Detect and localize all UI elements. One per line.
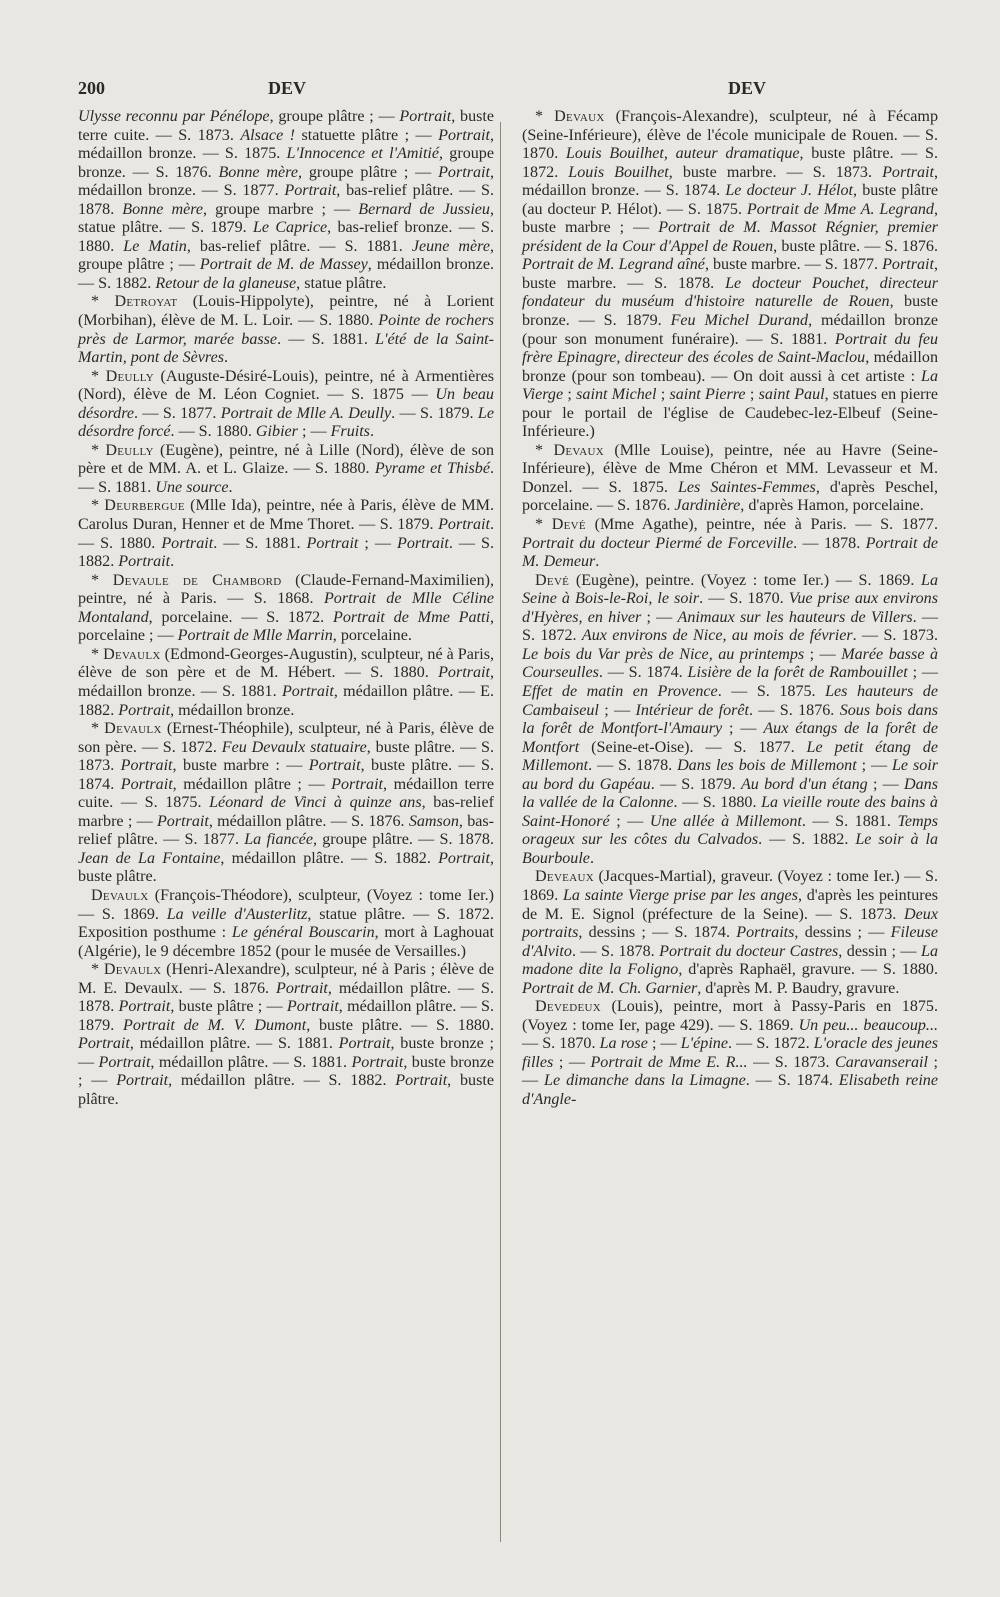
entry-text: , médaillon plâtre. — S. 1882. bbox=[168, 1072, 396, 1090]
work-title: L'oracle des jeunes filles bbox=[522, 1035, 939, 1071]
work-title: Le soir au bord du Gapéau bbox=[522, 757, 938, 793]
column-divider bbox=[500, 122, 501, 1542]
work-title: Portrait de Mlle Marrin bbox=[177, 627, 333, 645]
entry-text: . — S. 1879. bbox=[391, 404, 478, 422]
work-title: Le désordre forcé bbox=[78, 404, 494, 441]
entry-text: , dessin ; — bbox=[838, 942, 921, 960]
work-title: Temps orageux sur les côtes du Calvados bbox=[522, 812, 938, 849]
entry-text: , buste marbre. — S. 1878. bbox=[522, 256, 938, 292]
work-title: Les Saintes-Femmes bbox=[677, 478, 816, 496]
work-title: Portrait bbox=[118, 998, 171, 1016]
work-title: Portrait bbox=[118, 553, 171, 571]
work-title: Portrait bbox=[281, 682, 334, 700]
work-title: Portrait de Mme E. R... bbox=[590, 1053, 748, 1071]
dictionary-entry bbox=[78, 442, 494, 498]
entry-text: ; — bbox=[609, 812, 650, 830]
work-title: Portrait bbox=[276, 979, 328, 997]
page-number: 200 bbox=[78, 78, 105, 98]
work-title: La fiancée bbox=[244, 831, 313, 849]
work-title: La sainte Vierge prise par les anges bbox=[562, 886, 798, 904]
entry-text: , groupe bronze. — S. 1876. bbox=[78, 145, 494, 181]
entry-text: (François-Théodore), sculpteur, (Voyez : tome Ier.) — S. 1869. bbox=[78, 886, 494, 923]
entry-text: , statues en pierre pour le portail de l'église de Caudebec-lez-Elbeuf (Seine-Inférieure.) bbox=[522, 386, 938, 441]
work-title: Louis Bouilhet, auteur dramatique bbox=[565, 145, 800, 163]
entry-text: * bbox=[91, 720, 105, 738]
work-title: Retour de la glaneuse bbox=[155, 274, 297, 292]
entry-text: (Auguste-Désiré-Louis), peintre, né à Armentières (Nord), élève de M. Léon Cogniet. — S. 1875 — bbox=[78, 367, 494, 404]
entry-text: , buste marbre. — S. 1873. bbox=[668, 163, 883, 181]
work-title: Portrait bbox=[399, 108, 452, 125]
work-title: La madone dite la Foligno bbox=[522, 942, 938, 979]
entry-text: . — S. 1880. bbox=[170, 423, 256, 441]
work-title: Portrait bbox=[438, 849, 490, 867]
entry-text: (Edmond-Georges-Augustin), sculpteur, né à Paris, élève de son père et de M. Hébert. — S. 1880. bbox=[78, 645, 494, 682]
entry-text: , buste terre cuite. — S. 1873. bbox=[78, 108, 494, 144]
entry-text: — S. 1873. bbox=[747, 1053, 836, 1071]
work-title: Jardinière bbox=[674, 497, 741, 515]
entry-text: , dessins ; — S. 1874. bbox=[578, 924, 737, 942]
entry-text: , buste marbre : — bbox=[172, 757, 309, 775]
work-title: Portrait de Mlle Céline Montaland bbox=[78, 590, 494, 626]
entry-text: * bbox=[535, 516, 552, 534]
entry-text: (Claude-Fernand-Maximilien), peintre, né à Paris. — S. 1868. bbox=[78, 571, 494, 608]
work-title: Pyrame et Thisbé bbox=[374, 460, 490, 478]
work-title: Pointe de rochers près de Larmor, marée basse bbox=[78, 312, 494, 348]
entry-text: . — S. 1879. bbox=[650, 775, 741, 793]
entry-text: , groupe plâtre ; — bbox=[78, 237, 495, 274]
dictionary-entry bbox=[522, 998, 938, 1109]
entry-text: . — S. 1878. bbox=[588, 757, 678, 775]
entry-text: ; — bbox=[641, 608, 678, 626]
work-title: Portrait bbox=[397, 534, 449, 552]
artist-name: Devaule de Chambord bbox=[112, 571, 282, 589]
entry-text: , bas-relief plâtre. — S. 1881. bbox=[186, 237, 412, 255]
entry-text: (Eugène), peintre. (Voyez : tome Ier.) — S. 1869. bbox=[569, 571, 921, 589]
entry-text: ; — bbox=[598, 701, 636, 719]
work-title: Portrait bbox=[286, 998, 339, 1016]
dictionary-entry bbox=[522, 516, 938, 572]
entry-text: (Henri-Alexandre), sculpteur, né à Paris ; élève de M. E. Devaulx. — S. 1876. bbox=[78, 961, 494, 997]
work-title: Intérieur de forêt bbox=[635, 701, 749, 719]
entry-text: , porcelaine ; — bbox=[78, 608, 494, 645]
entry-text: , buste plâtre ; — bbox=[170, 998, 287, 1016]
work-title: saint Paul bbox=[758, 386, 825, 404]
work-title: Portrait de M. Demeur bbox=[522, 534, 939, 571]
left-column bbox=[78, 108, 494, 1110]
entry-text: * bbox=[91, 497, 105, 515]
work-title: Portrait bbox=[308, 757, 361, 775]
running-header bbox=[0, 78, 1000, 104]
entry-text: , d'après Peschel, porcelaine. — S. 1876. bbox=[522, 478, 938, 515]
work-title: Portrait bbox=[116, 1072, 169, 1090]
entry-text: . — S. 1873. bbox=[852, 627, 939, 645]
entry-text: , buste marbre. — S. 1877. bbox=[704, 256, 883, 274]
artist-name: Detroyat bbox=[114, 293, 178, 311]
work-title: saint Pierre bbox=[669, 386, 746, 404]
artist-name: Devaux bbox=[553, 441, 604, 459]
entry-text: ; — bbox=[867, 775, 905, 793]
work-title: La rose bbox=[599, 1035, 648, 1053]
artist-name: Devaux bbox=[554, 108, 605, 125]
entry-text: . — S. 1881. bbox=[213, 534, 307, 552]
work-title: Portrait de M. V. Dumont bbox=[122, 1016, 307, 1034]
work-title: Portrait bbox=[284, 182, 337, 200]
work-title: Lisière de la forêt de Rambouillet bbox=[687, 664, 908, 682]
work-title: saint Michel bbox=[576, 386, 657, 404]
work-title: Portrait bbox=[306, 534, 359, 552]
artist-name: Devaulx bbox=[104, 720, 162, 738]
entry-text: . — S. 1880. bbox=[78, 516, 494, 552]
work-title: Une source bbox=[155, 478, 229, 496]
work-title: L'épine bbox=[680, 1035, 728, 1053]
entry-text: . bbox=[228, 478, 233, 496]
entry-text: * bbox=[535, 108, 555, 125]
entry-text: , buste plâtre. — S. 1872. bbox=[522, 145, 939, 181]
entry-text: , porcelaine. — S. 1872. bbox=[148, 608, 334, 626]
work-title: Fruits bbox=[330, 423, 370, 441]
work-title: Jeune mère bbox=[411, 237, 490, 255]
entry-text: ; — bbox=[297, 423, 331, 441]
entry-text: — S. 1870. bbox=[522, 1035, 600, 1053]
entry-text: , médaillon bronze. — S. 1874. bbox=[522, 163, 938, 200]
entry-text: . bbox=[595, 553, 600, 571]
work-title: Elisabeth reine d'Angle- bbox=[522, 1072, 938, 1108]
entry-text: . — S. 1876. bbox=[749, 701, 840, 719]
entry-text: , buste plâtre (au docteur P. Hélot). — S. 1875. bbox=[522, 182, 938, 218]
entry-text: , statue plâtre. — S. 1872. Exposition posthume : bbox=[78, 905, 494, 942]
work-title: Un beau désordre bbox=[78, 386, 494, 422]
work-title: Portrait bbox=[98, 1053, 151, 1071]
entry-text: , porcelaine. bbox=[332, 627, 412, 645]
entry-text: (Mlle Ida), peintre, née à Paris, élève de MM. Carolus Duran, Henner et de Mme Thoret. — S. 1879. bbox=[78, 497, 494, 534]
work-title: Le docteur J. Hélot bbox=[725, 182, 854, 200]
entry-text: , dessins ; — bbox=[794, 924, 891, 942]
entry-text: , bas-relief plâtre. — S. 1877. bbox=[78, 812, 494, 849]
work-title: Portrait bbox=[118, 701, 171, 719]
running-head-right: DEV bbox=[728, 78, 767, 98]
work-title: Portrait bbox=[351, 1053, 404, 1071]
entry-text: , médaillon plâtre ; — bbox=[172, 775, 332, 793]
work-title: Portrait bbox=[438, 163, 490, 181]
entry-text: (Eugène), peintre, né à Lille (Nord), élève de son père et de MM. A. et L. Glaize. — S. 1880. bbox=[78, 441, 495, 478]
dictionary-entry bbox=[78, 108, 494, 293]
entry-text: (Jacques-Martial), graveur. (Voyez : tome Ier.) — S. 1869. bbox=[522, 868, 938, 904]
dictionary-entry bbox=[78, 368, 494, 442]
work-title: Sous bois dans la forêt de Montfort-l'Amaury bbox=[522, 701, 939, 738]
artist-name: Deully bbox=[105, 367, 154, 385]
dictionary-entry bbox=[78, 961, 494, 1109]
entry-text: . — S. 1870. bbox=[699, 590, 789, 608]
entry-text: . — S. 1881. bbox=[78, 460, 495, 496]
entry-text: , buste bronze ; — bbox=[78, 1035, 494, 1071]
work-title: Louis Bouilhet bbox=[568, 163, 669, 181]
entry-text: (Louis-Hippolyte), peintre, né à Lorient (Morbihan), élève de M. L. Loir. — S. 1880. bbox=[78, 293, 494, 330]
entry-text: * bbox=[535, 441, 554, 459]
entry-text: . — S. 1875. bbox=[717, 682, 826, 700]
work-title: Gibier bbox=[255, 423, 298, 441]
work-title: Fileuse d'Alvito bbox=[522, 924, 938, 960]
work-title: Vue prise aux environs d'Hyères, en hiver bbox=[522, 590, 938, 626]
entry-text: , buste plâtre. — S. 1874. bbox=[78, 757, 494, 793]
work-title: Dans la vallée de la Calonne bbox=[522, 775, 938, 812]
dictionary-entry bbox=[78, 720, 494, 887]
work-title: Bernard de Jussieu bbox=[358, 200, 490, 218]
work-title: Bonne mère bbox=[122, 200, 204, 218]
work-title: Portrait du docteur Piermé de Forceville bbox=[522, 534, 794, 552]
entry-text: . — S. 1872. bbox=[522, 608, 938, 645]
entry-text: , groupe marbre ; — bbox=[203, 200, 359, 218]
entry-text: , d'après Raphaël, gravure. — S. 1880. bbox=[678, 961, 938, 979]
entry-text: , médaillon plâtre. — S. 1878. bbox=[78, 979, 494, 1016]
entry-text: ; — bbox=[722, 720, 764, 738]
entry-text: ; — bbox=[358, 534, 397, 552]
work-title: Portrait bbox=[882, 256, 934, 274]
work-title: Léonard de Vinci à quinze ans bbox=[209, 794, 422, 812]
work-title: Un peu... beaucoup... bbox=[798, 1016, 938, 1034]
dictionary-entry bbox=[78, 293, 494, 367]
work-title: Portrait de M. Ch. Garnier bbox=[522, 979, 698, 997]
work-title: Portrait bbox=[338, 1035, 391, 1053]
entry-text: . — S. 1874. bbox=[598, 664, 688, 682]
entry-text: , groupe plâtre ; — bbox=[269, 108, 400, 125]
work-title: Caravanserail bbox=[835, 1053, 929, 1071]
entry-text: (Seine-et-Oise). — S. 1877. bbox=[579, 738, 807, 756]
entry-text: , buste bronze ; — bbox=[78, 1053, 494, 1090]
running-head-left: DEV bbox=[268, 78, 307, 98]
entry-text: (François-Alexandre), sculpteur, né à Fécamp (Seine-Inférieure), élève de l'école municipale de Rouen. — S. 1870. bbox=[522, 108, 938, 163]
artist-name: Deully bbox=[105, 441, 154, 459]
work-title: Bonne mère bbox=[218, 163, 298, 181]
entry-text: . bbox=[589, 849, 594, 867]
work-title: Portrait bbox=[438, 126, 490, 144]
artist-name: Devaulx bbox=[91, 886, 149, 904]
work-title: Les hauteurs de Cambaiseul bbox=[522, 682, 938, 719]
work-title: Portrait bbox=[395, 1072, 448, 1090]
entry-text: ; bbox=[563, 386, 577, 404]
entry-text: . — S. 1874. bbox=[745, 1072, 839, 1090]
work-title: Le général Bouscarin bbox=[231, 924, 375, 942]
work-title: Jean de La Fontaine bbox=[78, 849, 221, 867]
work-title: Effet de matin en Provence bbox=[522, 682, 718, 700]
work-title: Portrait bbox=[438, 516, 490, 534]
entry-text: * bbox=[91, 441, 106, 459]
work-title: Portrait bbox=[120, 775, 173, 793]
work-title: Portrait de M. de Massey bbox=[199, 256, 368, 274]
artist-name: Devé bbox=[535, 571, 570, 589]
entry-text: * bbox=[91, 293, 115, 311]
entry-text: , buste plâtre. bbox=[78, 1072, 494, 1108]
dictionary-entry bbox=[78, 497, 494, 571]
entry-text: . bbox=[170, 553, 175, 571]
entry-text: . — S. 1882. bbox=[758, 831, 856, 849]
entry-text: (Mme Agathe), peintre, née à Paris. — S. 1877. bbox=[585, 516, 938, 534]
work-title: Aux environs de Nice, au mois de février bbox=[581, 627, 853, 645]
artist-name: Devaulx bbox=[103, 645, 161, 663]
artist-name: Devaulx bbox=[103, 961, 162, 979]
entry-text: ; — bbox=[647, 1035, 681, 1053]
entry-text: , mort à Laghouat (Algérie), le 9 décembre 1852 (pour le musée de Versailles.) bbox=[78, 924, 494, 960]
entry-text: , médaillon bronze. bbox=[170, 701, 295, 719]
work-title: Portrait de M. Massot Régnier, premier président de la Cour d'Appel de Rouen bbox=[522, 219, 939, 255]
artist-name: Deurbergue bbox=[104, 497, 185, 515]
work-title: Deux portraits bbox=[522, 905, 938, 942]
work-title: Feu Devaulx statuaire bbox=[221, 738, 367, 756]
entry-text: ; bbox=[656, 386, 670, 404]
work-title: Animaux sur les hauteurs de Villers bbox=[677, 608, 913, 626]
entry-text: , d'après les peintures de M. E. Signol (préfecture de la Seine). — S. 1873. bbox=[522, 886, 939, 923]
entry-text: ; — bbox=[856, 757, 892, 775]
entry-text: , médaillon terre cuite. — S. 1875. bbox=[78, 775, 495, 812]
work-title: Portrait du feu frère Epinagre, directeur des écoles de Saint-Maclou bbox=[522, 330, 939, 367]
work-title: Portrait bbox=[78, 1035, 130, 1053]
work-title: Portrait bbox=[438, 664, 490, 682]
dictionary-entry bbox=[78, 887, 494, 961]
work-title: L'Innocence et l'Amitié bbox=[286, 145, 440, 163]
entry-text: . bbox=[369, 423, 374, 441]
work-title: La veille d'Austerlitz bbox=[166, 905, 308, 923]
entry-text: , statue plâtre. bbox=[296, 274, 387, 292]
work-title: Aux étangs de la forêt de Montfort bbox=[522, 720, 938, 756]
entry-text: , bas-relief bronze. — S. 1880. bbox=[78, 219, 494, 255]
entry-text: ; — bbox=[804, 645, 842, 663]
entry-text: * bbox=[91, 571, 113, 589]
entry-text: statuette plâtre ; — bbox=[295, 126, 439, 144]
entry-text: ; — bbox=[553, 1053, 591, 1071]
right-column bbox=[522, 108, 938, 1110]
entry-text: , buste plâtre. bbox=[78, 849, 494, 886]
entry-text: , buste bronze. — S. 1879. bbox=[522, 293, 938, 330]
entry-text: ; — bbox=[522, 1053, 939, 1090]
entry-text: (Ernest-Théophile), sculpteur, né à Paris, élève de son père. — S. 1872. bbox=[78, 720, 494, 756]
work-title: Marée basse à Courseulles bbox=[522, 645, 938, 682]
entry-text: , médaillon bronze. — S. 1882. bbox=[78, 256, 494, 292]
work-title: Portraits bbox=[736, 924, 795, 942]
work-title: L'été de la Saint-Martin, pont de Sèvres bbox=[78, 330, 495, 367]
artist-name: Devé bbox=[551, 516, 586, 534]
work-title: Le soir à la Bourboule bbox=[522, 831, 938, 867]
work-title: Dans les bois de Millemont bbox=[677, 757, 857, 775]
work-title: Portrait de Mme A. Legrand bbox=[746, 200, 934, 218]
work-title: Le Caprice bbox=[252, 219, 328, 237]
work-title: Le Matin bbox=[123, 237, 187, 255]
entry-text: . — S. 1881. bbox=[277, 330, 376, 348]
entry-text: . — S. 1878. bbox=[571, 942, 660, 960]
work-title: La Seine à Bois-le-Roi, le soir bbox=[522, 571, 938, 608]
work-title: Portrait de M. Legrand aîné bbox=[522, 256, 705, 274]
entry-text: . — S. 1882. bbox=[78, 534, 494, 571]
entry-text: * bbox=[91, 367, 106, 385]
entry-text: . — S. 1881. bbox=[801, 812, 898, 830]
entry-text: , bas-relief plâtre. — S. 1878. bbox=[78, 182, 494, 218]
entry-text: , groupe plâtre. — S. 1878. bbox=[312, 831, 494, 849]
entry-text: . — 1878. bbox=[793, 534, 866, 552]
work-title: Portrait bbox=[882, 163, 934, 181]
work-title: La vieille route des bains à Saint-Honoré bbox=[522, 794, 938, 830]
entry-text: , médaillon bronze. — S. 1877. bbox=[78, 163, 494, 200]
entry-text: . — S. 1880. bbox=[673, 794, 762, 812]
work-title: Portrait bbox=[331, 775, 384, 793]
entry-text: (Louis), peintre, mort à Passy-Paris en 1875. (Voyez : tome Ier, page 429). — S. 1869. bbox=[522, 998, 938, 1034]
entry-text: , groupe plâtre ; — bbox=[297, 163, 439, 181]
entry-text: . — S. 1877. bbox=[134, 404, 221, 422]
entry-text: , buste marbre ; — bbox=[522, 200, 939, 237]
entry-text: , buste plâtre. — S. 1873. bbox=[78, 738, 495, 775]
entry-text: , médaillon bronze. — S. 1875. bbox=[78, 126, 495, 163]
work-title: Le dimanche dans la Limagne bbox=[544, 1072, 746, 1090]
work-title: Le docteur Pouchet, directeur fondateur du muséum d'histoire naturelle de Rouen bbox=[522, 274, 938, 311]
work-title: Portrait bbox=[156, 812, 209, 830]
entry-text: , médaillon plâtre. — E. 1882. bbox=[78, 682, 494, 719]
entry-text: , statue plâtre. — S. 1879. bbox=[78, 200, 495, 237]
dictionary-entry bbox=[522, 868, 938, 998]
entry-text: ; — bbox=[907, 664, 938, 682]
entry-text: * bbox=[91, 645, 104, 663]
entry-text: , médaillon plâtre. — S. 1881. bbox=[129, 1035, 339, 1053]
artist-name: Devedeux bbox=[535, 998, 601, 1016]
work-title: Le petit étang de Millemont bbox=[522, 738, 938, 775]
entry-text: , médaillon bronze (pour son tombeau). — On doit aussi à cet artiste : bbox=[522, 349, 938, 385]
entry-text: ; bbox=[745, 386, 759, 404]
dictionary-entry bbox=[78, 646, 494, 720]
work-title: Portrait de Mlle A. Deully bbox=[220, 404, 392, 422]
entry-text: * bbox=[91, 961, 104, 979]
entry-text: . bbox=[224, 349, 229, 367]
entry-text: , médaillon bronze. — S. 1881. bbox=[78, 664, 494, 700]
dictionary-entry bbox=[78, 572, 494, 646]
work-title: Une allée à Millemont bbox=[649, 812, 802, 830]
entry-text: (Mlle Louise), peintre, née au Havre (Seine-Inférieure), élève de Mme Chéron et MM. Levasseur et M. Donzel. — S. 1875. bbox=[522, 441, 938, 496]
work-title: Feu Michel Durand bbox=[670, 312, 809, 330]
entry-text: , médaillon plâtre. — S. 1882. bbox=[220, 849, 439, 867]
entry-text: , bas-relief marbre ; — bbox=[78, 794, 495, 830]
work-title: Ulysse reconnu par Pénélope bbox=[78, 108, 270, 125]
work-title: Le bois du Var près de Nice, au printemps bbox=[522, 645, 805, 663]
work-title: Au bord d'un étang bbox=[740, 775, 868, 793]
dictionary-entry bbox=[522, 442, 938, 516]
work-title: Portrait bbox=[161, 534, 214, 552]
work-title: Portrait bbox=[120, 757, 173, 775]
entry-text: , d'après M. P. Baudry, gravure. bbox=[697, 979, 900, 997]
dictionary-entry bbox=[522, 572, 938, 869]
work-title: Samson bbox=[408, 812, 459, 830]
entry-text: , buste plâtre. — S. 1880. bbox=[306, 1016, 494, 1034]
entry-text: , médaillon plâtre. — S. 1881. bbox=[150, 1053, 352, 1071]
work-title: Alsace ! bbox=[240, 126, 296, 144]
work-title: La Vierge bbox=[522, 367, 938, 404]
work-title: Portrait du docteur Castres bbox=[659, 942, 839, 960]
entry-text: , médaillon plâtre. — S. 1879. bbox=[78, 998, 494, 1034]
work-title: Portrait de Mme Patti bbox=[333, 608, 490, 626]
entry-text: , buste plâtre. — S. 1876. bbox=[773, 237, 938, 255]
entry-text: , médaillon bronze (pour son monument funéraire). — S. 1881. bbox=[522, 312, 939, 348]
entry-text: , d'après Hamon, porcelaine. bbox=[740, 497, 924, 515]
artist-name: Deveaux bbox=[535, 868, 594, 886]
entry-text: , médaillon plâtre. — S. 1876. bbox=[208, 812, 409, 830]
dictionary-entry bbox=[522, 108, 938, 442]
entry-text: . — S. 1872. bbox=[727, 1035, 814, 1053]
